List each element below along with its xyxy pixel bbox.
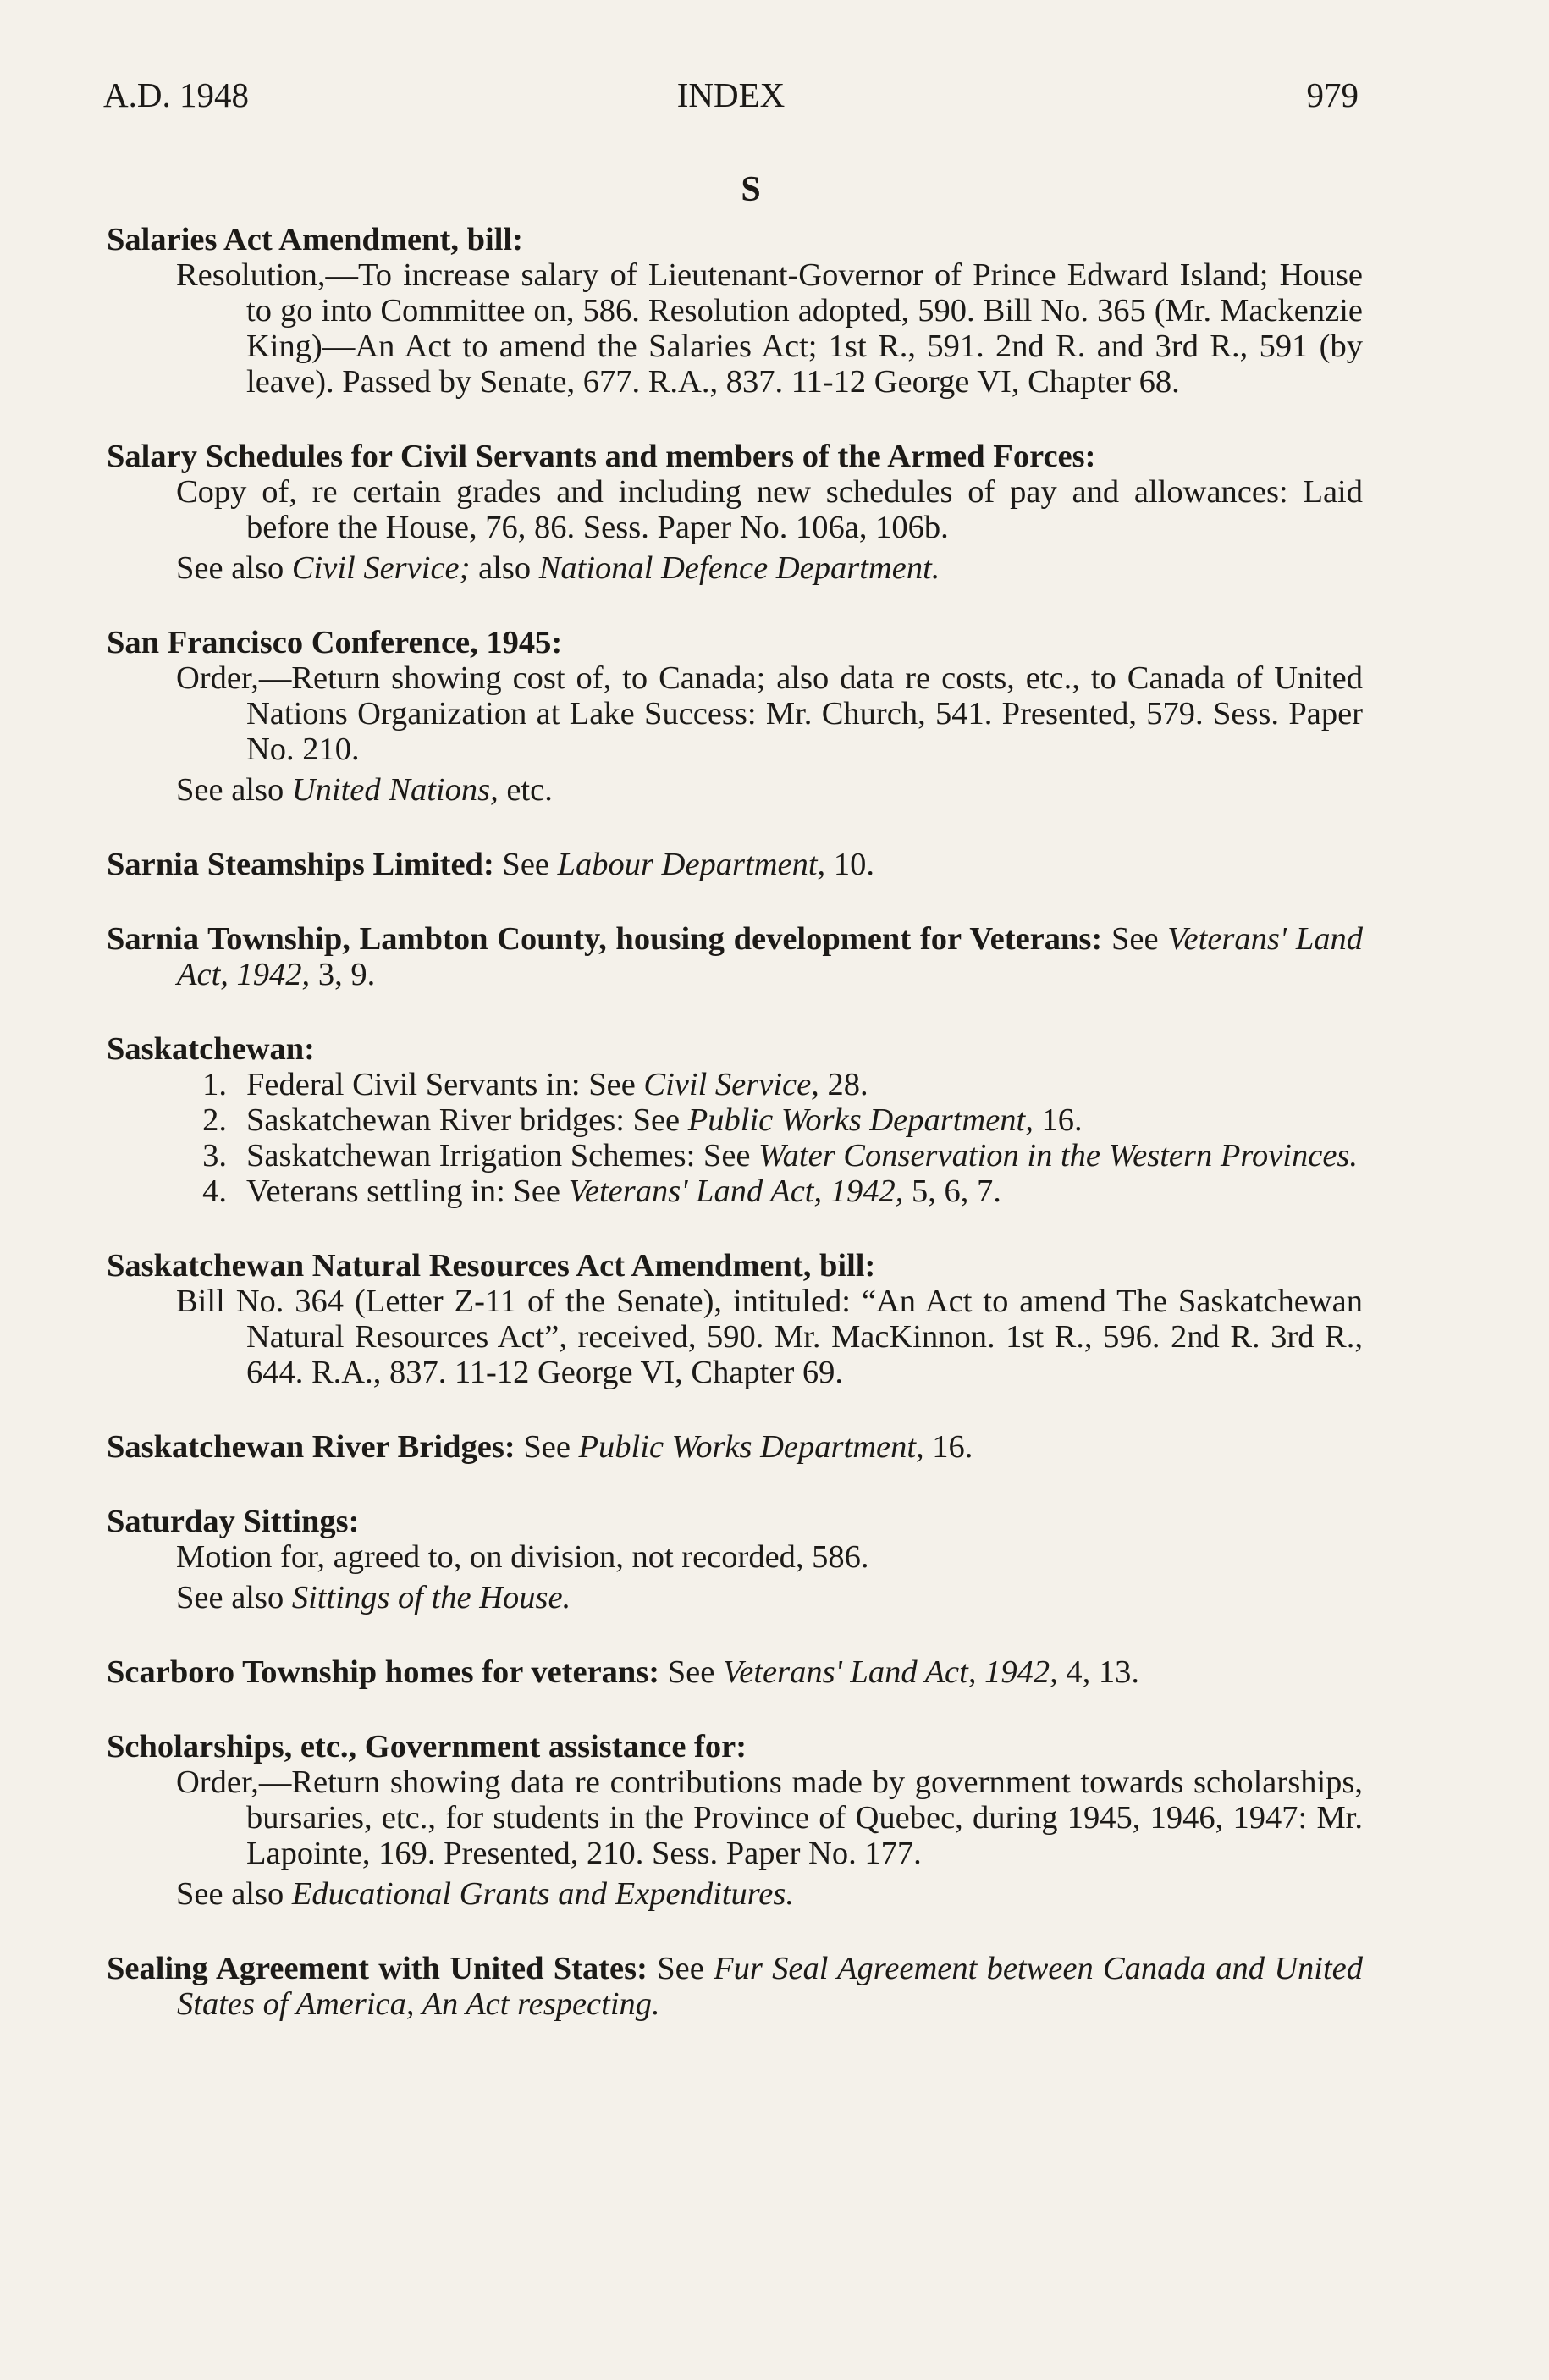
list-item: 2. Saskatchewan River bridges: See Public Works Department, 16. [202, 1102, 1083, 1138]
entry-heading: Saskatchewan: [107, 1031, 316, 1067]
running-head-year: A.D. 1948 [103, 75, 249, 114]
entry-text: Copy of, re certain grades and including new schedules of pay and allowances: Laid before the House, 76, 86. Sess. Paper No. 106a, 106b. [176, 474, 1363, 545]
index-entry [107, 1031, 1363, 1209]
list-item: 4. Veterans settling in: See Veterans' Land Act, 1942, 5, 6, 7. [202, 1173, 1001, 1209]
see-also: See also Sittings of the House. [176, 1580, 571, 1615]
index-entry: Sarnia Steamships Limited: See Labour Department, 10. [107, 847, 874, 882]
index-entry: Sarnia Township, Lambton County, housing development for Veterans: See Veterans' Land Act, 1942, 3, 9. [107, 921, 1363, 992]
entry-text: Bill No. 364 (Letter Z-11 of the Senate), intituled: “An Act to amend The Saskatchewan Natural Resources Act”, received, 590. Mr. MacKinnon. 1st R., 596. 2nd R. 3rd R., 644. R.A., 837. 11-12 George VI, Chapter 69. [176, 1284, 1363, 1390]
entry-text: Resolution,—To increase salary of Lieutenant-Governor of Prince Edward Island; House to go into Committee on, 586. Resolution adopted, 590. Bill No. 365 (Mr. Mackenzie King)—An Act to amend the Salaries Act; 1st R., 591. 2nd R. and 3rd R., 591 (by leave). Passed by Senate, 677. R.A., 837. 11-12 George VI, Chapter 68. [176, 257, 1363, 400]
index-entry [107, 1504, 1363, 1615]
index-entry [107, 1729, 1363, 1912]
entry-heading: Sarnia Township, Lambton County, housing development for Veterans: [107, 921, 1103, 957]
entry-heading: Saskatchewan River Bridges: [107, 1429, 515, 1465]
entry-text: Order,—Return showing cost of, to Canada; also data re costs, etc., to Canada of United Nations Organization at Lake Success: Mr. Church, 541. Presented, 579. Sess. Paper No. 210. [176, 660, 1363, 767]
entry-heading: Salaries Act Amendment, bill: [107, 222, 523, 257]
index-entry [107, 1248, 1363, 1390]
entry-heading: Sarnia Steamships Limited: [107, 847, 494, 882]
entry-text: Order,—Return showing data re contributions made by government towards scholarships, bursaries, etc., for students in the Province of Quebec, during 1945, 1946, 1947: Mr. Lapointe, 169. Presented, 210. Sess. Paper No. 177. [176, 1764, 1363, 1871]
see-also: See also Civil Service; also National Defence Department. [176, 550, 940, 586]
running-head-title: INDEX [676, 75, 786, 114]
page-number: 979 [1306, 75, 1359, 114]
see-also: See also United Nations, etc. [176, 772, 553, 808]
entry-heading: Scarboro Township homes for veterans: [107, 1654, 660, 1690]
index-entry: Sealing Agreement with United States: See Fur Seal Agreement between Canada and United States of America, An Act respecting. [107, 1951, 1364, 2022]
entry-heading: Salary Schedules for Civil Servants and members of the Armed Forces: [107, 439, 1096, 474]
list-item: 1. Federal Civil Servants in: See Civil Service, 28. [202, 1067, 868, 1102]
index-entry: Saskatchewan River Bridges: See Public Works Department, 16. [107, 1429, 973, 1465]
entry-heading: Sealing Agreement with United States: [107, 1951, 648, 1986]
entry-heading: San Francisco Conference, 1945: [107, 625, 563, 660]
index-entry [107, 222, 1363, 400]
section-letter: S [741, 170, 761, 209]
index-entry [107, 625, 1363, 808]
entry-heading: Saturday Sittings: [107, 1504, 360, 1539]
index-entry: Scarboro Township homes for veterans: See Veterans' Land Act, 1942, 4, 13. [107, 1654, 1139, 1690]
entry-text: Motion for, agreed to, on division, not recorded, 586. [176, 1539, 869, 1575]
index-body [107, 222, 1363, 2061]
entry-heading: Scholarships, etc., Government assistance for: [107, 1729, 747, 1764]
see-also: See also Educational Grants and Expenditures. [176, 1876, 794, 1912]
index-entry [107, 439, 1363, 586]
entry-heading: Saskatchewan Natural Resources Act Amendment, bill: [107, 1248, 876, 1284]
list-item: 3. Saskatchewan Irrigation Schemes: See Water Conservation in the Western Provinces. [202, 1138, 1359, 1173]
